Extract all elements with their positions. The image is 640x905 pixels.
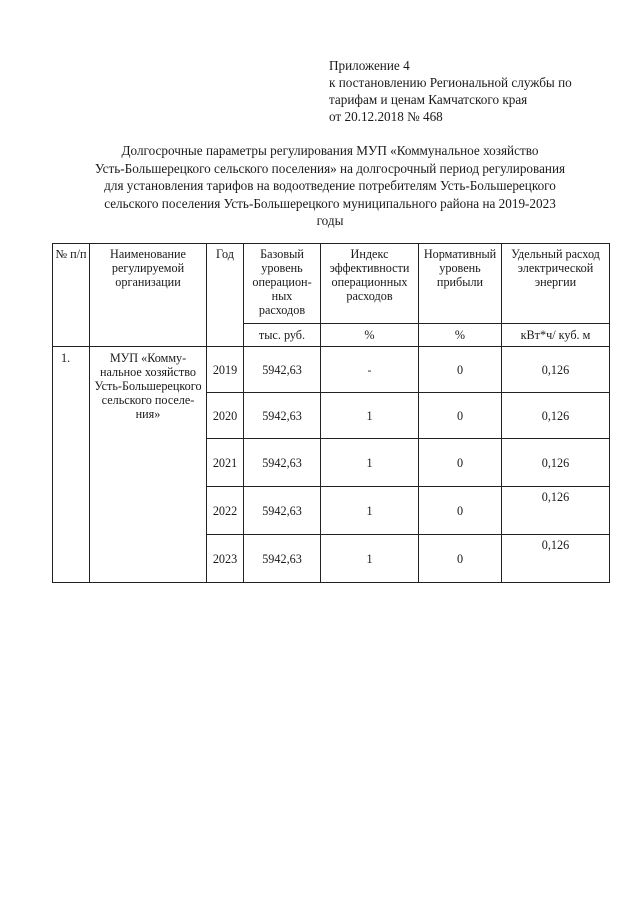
- appendix-line: к постановлению Региональной службы по: [329, 75, 572, 90]
- table-row: [53, 347, 610, 393]
- header-energy: Удельный расход электрической энергии: [502, 244, 610, 324]
- profit-cell: 0: [419, 347, 502, 393]
- base-cell: 5942,63: [244, 535, 321, 583]
- profit-cell: 0: [419, 439, 502, 487]
- unit-profit: %: [419, 324, 502, 347]
- appendix-line: тарифам и ценам Камчатского края: [329, 92, 528, 107]
- title-line: Усть-Большерецкого сельского поселения» на долгосрочный период регулирования: [94, 160, 566, 176]
- title-line: сельского поселения Усть-Большерецкого муниципального района на 2019-2023: [104, 195, 556, 211]
- index-cell: -: [321, 347, 419, 393]
- base-cell: 5942,63: [244, 487, 321, 535]
- title-line: для установления тарифов на водоотведение потребителям Усть-Большерецкого: [104, 178, 556, 193]
- energy-cell: 0,126: [502, 347, 610, 393]
- year-cell: 2020: [207, 393, 244, 439]
- profit-cell: 0: [419, 535, 502, 583]
- header-year: Год: [207, 244, 244, 347]
- energy-cell: 0,126: [502, 535, 610, 583]
- header-profit-level: Нормативный уровень прибыли: [419, 244, 502, 324]
- base-cell: 5942,63: [244, 439, 321, 487]
- index-cell: 1: [321, 487, 419, 535]
- appendix-header: [329, 57, 572, 125]
- year-cell: 2019: [207, 347, 244, 393]
- unit-base: тыс. руб.: [244, 324, 321, 347]
- header-organization: Наименование регулируемой организации: [90, 244, 207, 347]
- energy-cell: 0,126: [502, 439, 610, 487]
- header-row: [53, 244, 610, 324]
- appendix-line: Приложение 4: [329, 58, 410, 73]
- base-cell: 5942,63: [244, 393, 321, 439]
- year-cell: 2021: [207, 439, 244, 487]
- header-base-level: Базовый уровень операцион-ных расходов: [244, 244, 321, 324]
- header-num: № п/п: [53, 244, 90, 347]
- title-line: Долгосрочные параметры регулирования МУП «Коммунальное хозяйство: [121, 143, 539, 158]
- header-efficiency-index: Индекс эффективности операционных расходов: [321, 244, 419, 324]
- unit-index: %: [321, 324, 419, 347]
- unit-energy: кВт*ч/ куб. м: [502, 324, 610, 347]
- base-cell: 5942,63: [244, 347, 321, 393]
- appendix-line: от 20.12.2018 № 468: [329, 109, 443, 124]
- title-line: годы: [316, 213, 344, 228]
- index-cell: 1: [321, 535, 419, 583]
- organization-name: МУП «Комму-нальное хозяйство Усть-Большерецкого сельского поселе-ния»: [90, 347, 207, 583]
- year-cell: 2022: [207, 487, 244, 535]
- profit-cell: 0: [419, 487, 502, 535]
- year-cell: 2023: [207, 535, 244, 583]
- index-cell: 1: [321, 439, 419, 487]
- document-title: [56, 142, 604, 230]
- energy-cell: 0,126: [502, 487, 610, 535]
- profit-cell: 0: [419, 393, 502, 439]
- energy-cell: 0,126: [502, 393, 610, 439]
- index-cell: 1: [321, 393, 419, 439]
- row-number: 1.: [53, 347, 90, 583]
- parameters-table: [52, 243, 610, 583]
